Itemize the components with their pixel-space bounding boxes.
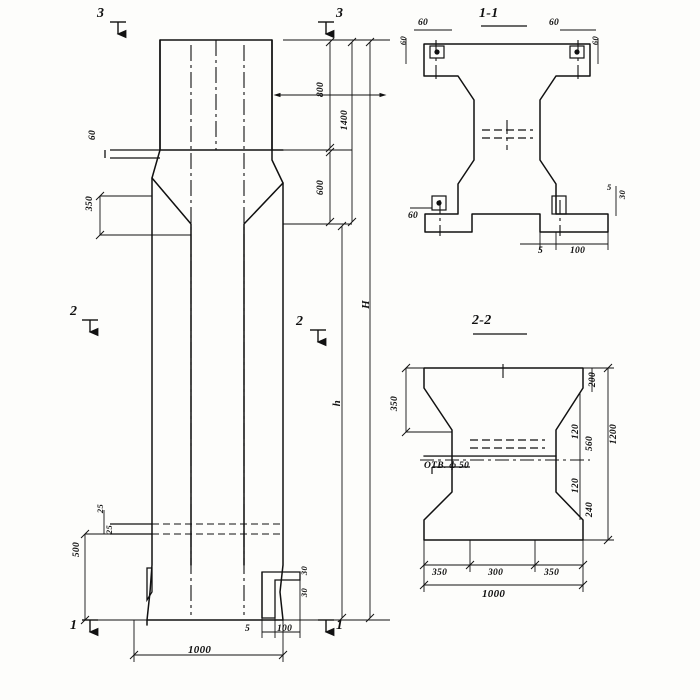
s11-dim-60-right: 60 [549, 18, 560, 28]
section-1-1-dimensions [406, 30, 616, 250]
dim-1000-bottom: 1000 [188, 644, 212, 656]
s11-dim-60-bottom-left: 60 [408, 211, 419, 221]
s11-dim-60-left-v: 60 [398, 36, 408, 46]
section-mark-1-right-label: 1 [336, 618, 344, 633]
dim-25-a: 25 [95, 504, 105, 514]
dim-800: 800 [316, 82, 326, 98]
section-2-2-outline [424, 368, 583, 540]
dim-30-b: 30 [299, 588, 309, 598]
dim-350-left: 350 [85, 196, 95, 212]
dim-5-bottom: 5 [245, 624, 251, 634]
dim-30-a: 30 [299, 566, 309, 576]
section-mark-2-left-label: 2 [70, 304, 78, 319]
s22-dim-350-b1: 350 [432, 568, 448, 578]
dim-60-top-left: 60 [88, 130, 98, 141]
s22-dim-350-left: 350 [390, 396, 400, 412]
section-1-1-outline [424, 44, 608, 232]
section-mark-3-left-label: 3 [97, 6, 105, 21]
section-mark-2-right-label: 2 [296, 314, 304, 329]
dim-H: H [360, 300, 372, 309]
s22-dim-350-b2: 350 [544, 568, 560, 578]
s22-dim-200: 200 [588, 372, 598, 388]
section-2-2-center-lines [420, 364, 590, 460]
section-2-2-dimensions [406, 368, 614, 592]
dim-100-bottom: 100 [277, 624, 293, 634]
dim-500: 500 [72, 542, 82, 558]
elevation-outline [147, 40, 283, 625]
section-1-1-title: 1-1 [479, 6, 499, 21]
s22-dim-240: 240 [585, 502, 595, 518]
section-2-2-dimension-ticks [402, 364, 612, 589]
elevation-dimensions [85, 40, 390, 662]
s11-dim-5-right: 5 [607, 182, 612, 192]
s22-dim-1000-b: 1000 [482, 588, 506, 600]
section-2-2-hidden-lines [470, 440, 545, 448]
section-mark-1-left-label: 1 [70, 618, 78, 633]
s22-dim-560: 560 [585, 436, 595, 452]
dim-h: h [331, 400, 343, 407]
s11-dim-30-right: 30 [617, 190, 627, 200]
dim-600: 600 [316, 180, 326, 196]
elevation-hidden-detail [152, 150, 283, 534]
s22-dim-1200: 1200 [609, 424, 619, 445]
s11-dim-60-left: 60 [418, 18, 429, 28]
elevation-center-and-hidden-lines [191, 40, 244, 615]
s22-dim-120b: 120 [571, 478, 581, 494]
s22-dim-120: 120 [571, 424, 581, 440]
s22-note-hole: OTB. ф 50 [424, 461, 470, 471]
elevation-details [105, 150, 300, 618]
s11-dim-100-bottom: 100 [570, 246, 586, 256]
section-title-underlines [473, 26, 527, 334]
dim-25-b: 25 [104, 525, 114, 535]
s11-dim-5-bottom: 5 [538, 246, 544, 256]
s11-dim-60-right-v: 60 [590, 36, 600, 46]
section-mark-3-right-label: 3 [336, 6, 344, 21]
dim-1400: 1400 [340, 110, 350, 131]
section-2-2-title: 2-2 [472, 313, 492, 328]
s22-dim-300-b: 300 [488, 568, 504, 578]
